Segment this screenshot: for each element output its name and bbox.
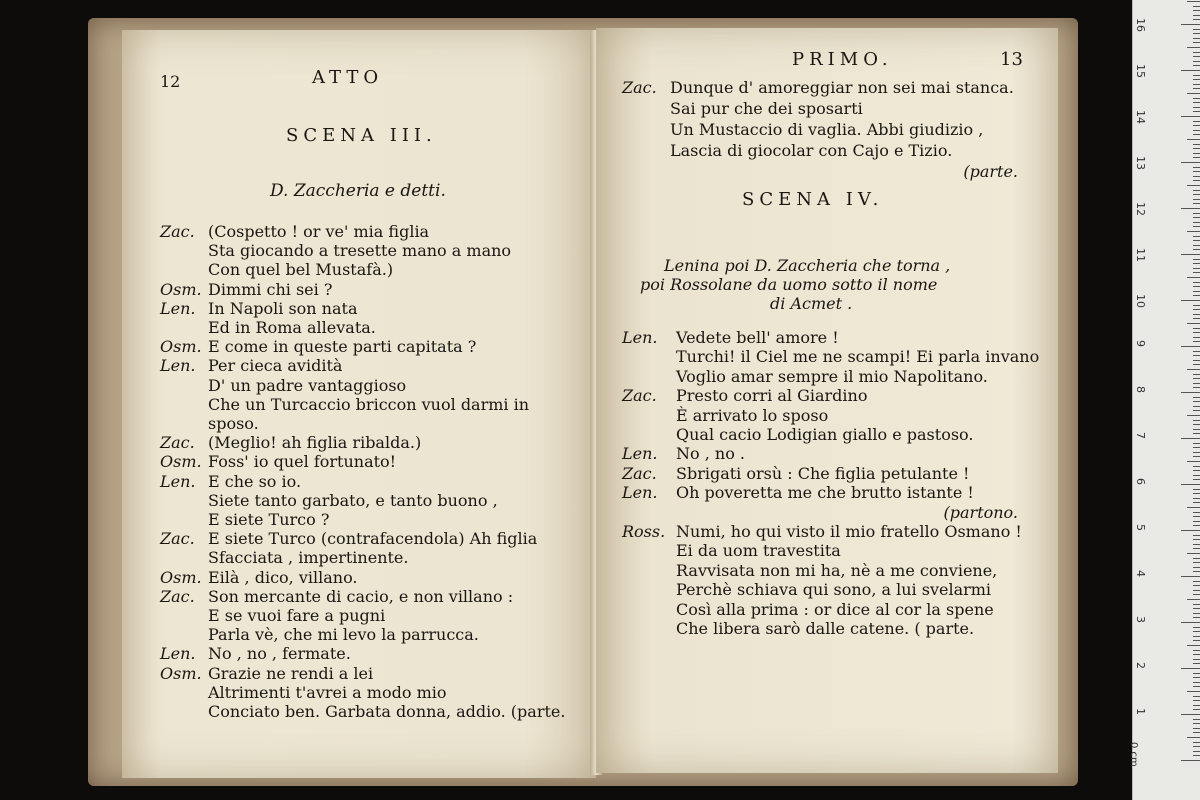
dialogue-line: D' un padre vantaggioso: [208, 375, 407, 395]
dialogue-line: Eilà , dico, villano.: [208, 567, 358, 587]
ruler-tick: [1193, 171, 1200, 172]
ruler-tick: [1193, 176, 1200, 177]
ruler-tick: [1193, 719, 1200, 720]
ruler-tick: [1181, 530, 1200, 531]
dialogue-line: Siete tanto garbato, e tanto buono ,: [208, 490, 498, 510]
ruler-number: 9: [1134, 340, 1147, 347]
dialogue-line: Ei da uom travestita: [676, 541, 841, 561]
ruler-tick: [1193, 751, 1200, 752]
ruler-tick: [1187, 139, 1200, 140]
ruler-tick: [1193, 732, 1200, 733]
ruler-tick: [1193, 581, 1200, 582]
ruler-tick: [1193, 144, 1200, 145]
ruler-number: 6: [1134, 478, 1147, 485]
ruler-tick: [1193, 75, 1200, 76]
ruler-tick: [1193, 677, 1200, 678]
ruler-tick: [1193, 479, 1200, 480]
ruler-tick: [1193, 406, 1200, 407]
ruler-number: 10: [1134, 294, 1147, 308]
ruler-tick: [1193, 194, 1200, 195]
ruler-tick: [1181, 254, 1200, 255]
ruler-tick: [1193, 203, 1200, 204]
ruler-tick: [1193, 627, 1200, 628]
ruler-tick: [1193, 88, 1200, 89]
ruler-tick: [1193, 328, 1200, 329]
ruler-tick: [1193, 107, 1200, 108]
ruler-tick: [1193, 700, 1200, 701]
ruler-tick: [1193, 199, 1200, 200]
scene-title: SCENA III.: [286, 125, 437, 146]
ruler-unit-label: 0 cm: [1128, 742, 1139, 767]
scene-characters-line-1: Lenina poi D. Zaccheria che torna ,: [664, 256, 951, 275]
ruler-tick: [1193, 337, 1200, 338]
ruler-tick: [1181, 484, 1200, 485]
ruler-tick: [1193, 673, 1200, 674]
speaker-label: Osm.: [160, 452, 202, 472]
ruler-tick: [1193, 383, 1200, 384]
dialogue-line: E come in queste parti capitata ?: [208, 337, 477, 357]
ruler-tick: [1187, 93, 1200, 94]
ruler-tick: [1193, 562, 1200, 563]
dialogue-line: (Meglio! ah figlia ribalda.): [208, 433, 422, 453]
ruler-tick: [1193, 452, 1200, 453]
ruler-tick: [1181, 24, 1200, 25]
dialogue-line: Oh poveretta me che brutto istante !: [676, 483, 974, 503]
dialogue-line: Foss' io quel fortunato!: [208, 452, 397, 472]
ruler-tick: [1181, 760, 1200, 761]
speaker-label: Osm.: [160, 337, 202, 357]
ruler-number: 14: [1134, 110, 1147, 124]
ruler-tick: [1193, 314, 1200, 315]
ruler-number: 13: [1134, 156, 1147, 170]
dialogue-line: In Napoli son nata: [208, 298, 358, 318]
ruler-tick: [1193, 222, 1200, 223]
ruler-tick: [1193, 130, 1200, 131]
ruler-number: 2: [1134, 662, 1147, 669]
ruler-tick: [1187, 277, 1200, 278]
dialogue-line: Dunque d' amoreggiar non sei mai stanca.: [670, 78, 1014, 97]
speaker-label: Zac.: [622, 463, 657, 483]
ruler-tick: [1193, 686, 1200, 687]
speaker-label: Osm.: [160, 663, 202, 683]
ruler-tick: [1193, 213, 1200, 214]
ruler-number: 4: [1134, 570, 1147, 577]
ruler-tick: [1193, 604, 1200, 605]
ruler-tick: [1193, 19, 1200, 20]
ruler-tick: [1187, 47, 1200, 48]
ruler-number: 15: [1134, 64, 1147, 78]
ruler-number: 5: [1134, 524, 1147, 531]
ruler-tick: [1193, 148, 1200, 149]
ruler-tick: [1187, 507, 1200, 508]
ruler-tick: [1187, 231, 1200, 232]
ruler-tick: [1193, 548, 1200, 549]
ruler-number: 8: [1134, 386, 1147, 393]
ruler-number: 16: [1134, 18, 1147, 32]
speaker-label: Zac.: [622, 386, 657, 406]
ruler-tick: [1193, 360, 1200, 361]
ruler-tick: [1187, 691, 1200, 692]
ruler-tick: [1193, 659, 1200, 660]
ruler-tick: [1193, 6, 1200, 7]
ruler-tick: [1193, 125, 1200, 126]
scene-characters-line-3: di Acmet .: [770, 294, 853, 313]
ruler-tick: [1193, 498, 1200, 499]
ruler-tick: [1193, 351, 1200, 352]
ruler-tick: [1187, 323, 1200, 324]
dialogue-line: (Cospetto ! or ve' mia figlia: [208, 222, 430, 241]
scene-characters: D. Zaccheria e detti.: [270, 181, 446, 201]
ruler-tick: [1193, 682, 1200, 683]
dialogue-line: Sai pur che dei sposarti: [670, 99, 863, 118]
ruler-tick: [1193, 245, 1200, 246]
dialogue-line: Che libera sarò dalle catene. ( parte.: [676, 619, 975, 638]
speaker-label: Zac.: [160, 529, 195, 549]
ruler-tick: [1193, 98, 1200, 99]
ruler-tick: [1187, 553, 1200, 554]
ruler-tick: [1193, 190, 1200, 191]
ruler-tick: [1193, 456, 1200, 457]
ruler-tick: [1193, 263, 1200, 264]
running-head: ATTO: [312, 67, 384, 88]
dialogue-line: Ed in Roma allevata.: [208, 318, 376, 337]
dialogue-line: Son mercante di cacio, e non villano :: [208, 586, 514, 606]
ruler-tick: [1193, 102, 1200, 103]
ruler-tick: [1193, 286, 1200, 287]
dialogue-line: Per cieca avidità: [208, 356, 343, 376]
ruler-tick: [1193, 640, 1200, 641]
ruler-tick: [1193, 167, 1200, 168]
ruler-tick: [1193, 516, 1200, 517]
ruler-tick: [1193, 590, 1200, 591]
ruler-tick: [1193, 226, 1200, 227]
ruler-tick: [1193, 608, 1200, 609]
ruler-tick: [1187, 369, 1200, 370]
ruler-tick: [1193, 249, 1200, 250]
scene-title: SCENA IV.: [742, 189, 884, 210]
dialogue-line: Ravvisata non mi ha, nè a me conviene,: [676, 560, 998, 580]
ruler-tick: [1193, 631, 1200, 632]
ruler-tick: [1181, 162, 1200, 163]
ruler-tick: [1193, 364, 1200, 365]
ruler-tick: [1193, 466, 1200, 467]
ruler-tick: [1193, 111, 1200, 112]
page-number: 12: [160, 72, 181, 91]
ruler-tick: [1193, 295, 1200, 296]
speaker-label: Zac.: [622, 78, 657, 97]
ruler-tick: [1181, 438, 1200, 439]
ruler-tick: [1187, 1, 1200, 2]
dialogue-line: Vedete bell' amore !: [676, 328, 839, 347]
dialogue-line: E che so io.: [208, 471, 302, 491]
speaker-label: Zac.: [160, 586, 195, 606]
dialogue-line: Lascia di giocolar con Cajo e Tizio.: [670, 141, 953, 160]
ruler-tick: [1193, 42, 1200, 43]
ruler-tick: [1193, 309, 1200, 310]
ruler-tick: [1193, 746, 1200, 747]
ruler-tick: [1193, 521, 1200, 522]
dialogue-line: Turchi! il Ciel me ne scampi! Ei parla invano: [676, 347, 1040, 367]
ruler-tick: [1193, 742, 1200, 743]
ruler-tick: [1193, 29, 1200, 30]
ruler-tick: [1193, 443, 1200, 444]
ruler-tick: [1193, 424, 1200, 425]
ruler-tick: [1193, 594, 1200, 595]
dialogue-line: Perchè schiava qui sono, a lui svelarmi: [676, 580, 992, 600]
running-head: PRIMO.: [792, 49, 893, 70]
ruler-tick: [1193, 470, 1200, 471]
ruler-tick: [1181, 208, 1200, 209]
ruler-tick: [1193, 38, 1200, 39]
ruler-tick: [1193, 355, 1200, 356]
ruler-number: 11: [1134, 248, 1147, 262]
speaker-label: Len.: [160, 644, 196, 664]
ruler-tick: [1193, 378, 1200, 379]
ruler-tick: [1187, 599, 1200, 600]
dialogue-line: Così alla prima : or dice al cor la spene: [676, 599, 994, 619]
ruler-tick: [1187, 461, 1200, 462]
dialogue-line: Sta giocando a tresette mano a mano: [208, 241, 512, 261]
ruler-tick: [1193, 654, 1200, 655]
ruler-tick: [1193, 33, 1200, 34]
ruler-tick: [1193, 723, 1200, 724]
speaker-label: Zac.: [160, 433, 195, 453]
speaker-label: Zac.: [160, 222, 195, 241]
ruler-number: 12: [1134, 202, 1147, 216]
ruler-tick: [1193, 56, 1200, 57]
page-number: 13: [1000, 49, 1023, 70]
dialogue-line: Dimmi chi sei ?: [208, 279, 333, 299]
ruler-tick: [1193, 433, 1200, 434]
ruler-tick: [1193, 374, 1200, 375]
ruler-tick: [1193, 401, 1200, 402]
dialogue-line: sposo.: [208, 414, 259, 433]
ruler-tick: [1187, 737, 1200, 738]
ruler-tick: [1181, 346, 1200, 347]
ruler-tick: [1193, 61, 1200, 62]
ruler-tick: [1193, 121, 1200, 122]
dialogue-line: Un Mustaccio di vaglia. Abbi giudizio ,: [670, 120, 984, 139]
ruler-tick: [1193, 134, 1200, 135]
measuring-ruler: [1128, 0, 1200, 800]
speaker-label: Len.: [160, 356, 196, 376]
ruler-tick: [1193, 332, 1200, 333]
scene-characters-line-2: poi Rossolane da uomo sotto il nome: [640, 275, 938, 294]
ruler-tick: [1193, 663, 1200, 664]
ruler-tick: [1187, 185, 1200, 186]
dialogue-line: Altrimenti t'avrei a modo mio: [208, 682, 447, 702]
ruler-tick: [1181, 300, 1200, 301]
ruler-tick: [1193, 650, 1200, 651]
ruler-tick: [1193, 305, 1200, 306]
ruler-tick: [1193, 447, 1200, 448]
left-page: [122, 30, 596, 778]
ruler-tick: [1193, 539, 1200, 540]
ruler-tick: [1193, 709, 1200, 710]
ruler-tick: [1193, 272, 1200, 273]
ruler-tick: [1193, 410, 1200, 411]
ruler-tick: [1193, 696, 1200, 697]
speaker-label: Osm.: [160, 567, 202, 587]
ruler-tick: [1193, 79, 1200, 80]
ruler-tick: [1193, 585, 1200, 586]
ruler-tick: [1193, 502, 1200, 503]
stage-direction: (parte.: [963, 162, 1018, 181]
ruler-tick: [1193, 613, 1200, 614]
dialogue-line: Numi, ho qui visto il mio fratello Osmano !: [676, 522, 1022, 541]
ruler-tick: [1193, 535, 1200, 536]
ruler-tick: [1193, 153, 1200, 154]
ruler-tick: [1193, 318, 1200, 319]
ruler-tick: [1193, 544, 1200, 545]
ruler-tick: [1193, 493, 1200, 494]
ruler-tick: [1193, 429, 1200, 430]
ruler-tick: [1181, 116, 1200, 117]
ruler-tick: [1193, 475, 1200, 476]
dialogue-line: Con quel bel Mustafà.): [208, 260, 394, 280]
dialogue-line: E siete Turco (contrafacendola) Ah figlia: [208, 529, 538, 549]
ruler-number: 7: [1134, 432, 1147, 439]
dialogue-line: Sfacciata , impertinente.: [208, 548, 409, 568]
dialogue-line: No , no .: [676, 444, 745, 464]
ruler-tick: [1181, 70, 1200, 71]
ruler-tick: [1193, 180, 1200, 181]
ruler-tick: [1193, 489, 1200, 490]
dialogue-line: Sbrigati orsù : Che figlia petulante !: [676, 463, 970, 483]
dialogue-line: Parla vè, che mi levo la parrucca.: [208, 625, 479, 645]
ruler-tick: [1193, 558, 1200, 559]
ruler-tick: [1193, 52, 1200, 53]
ruler-number: 1: [1134, 708, 1147, 715]
stage-direction: (partono.: [943, 502, 1018, 522]
ruler-tick: [1193, 84, 1200, 85]
dialogue-line: Voglio amar sempre il mio Napolitano.: [676, 366, 988, 386]
ruler-tick: [1193, 268, 1200, 269]
ruler-tick: [1193, 341, 1200, 342]
dialogue-line: Che un Turcaccio briccon vuol darmi in: [208, 394, 530, 414]
speaker-label: Len.: [622, 328, 658, 347]
dialogue-line: È arrivato lo sposo: [676, 405, 829, 425]
ruler-tick: [1193, 525, 1200, 526]
ruler-tick: [1181, 576, 1200, 577]
ruler-tick: [1193, 567, 1200, 568]
speaker-label: Ross.: [622, 522, 666, 541]
dialogue-line: E se vuoi fare a pugni: [208, 606, 386, 625]
dialogue-line: Qual cacio Lodigian giallo e pastoso.: [676, 425, 974, 444]
ruler-tick: [1193, 571, 1200, 572]
ruler-tick: [1181, 714, 1200, 715]
ruler-tick: [1193, 15, 1200, 16]
ruler-tick: [1193, 755, 1200, 756]
ruler-tick: [1187, 645, 1200, 646]
speaker-label: Len.: [622, 483, 658, 503]
ruler-tick: [1193, 217, 1200, 218]
ruler-tick: [1181, 668, 1200, 669]
ruler-tick: [1181, 392, 1200, 393]
ruler-tick: [1193, 617, 1200, 618]
ruler-tick: [1193, 240, 1200, 241]
speaker-label: Len.: [160, 298, 196, 318]
dialogue-line: Conciato ben. Garbata donna, addio. (parte.: [208, 702, 566, 721]
ruler-tick: [1193, 420, 1200, 421]
right-page: [596, 28, 1058, 773]
ruler-number: 3: [1134, 616, 1147, 623]
ruler-tick: [1193, 705, 1200, 706]
speaker-label: Len.: [622, 444, 658, 464]
ruler-tick: [1193, 397, 1200, 398]
dialogue-line: E siete Turco ?: [208, 510, 330, 529]
dialogue-line: Grazie ne rendi a lei: [208, 663, 374, 683]
dialogue-line: No , no , fermate.: [208, 644, 351, 664]
speaker-label: Len.: [160, 471, 196, 491]
ruler-tick: [1193, 236, 1200, 237]
ruler-tick: [1193, 282, 1200, 283]
ruler-tick: [1193, 10, 1200, 11]
ruler-tick: [1193, 636, 1200, 637]
ruler-tick: [1193, 291, 1200, 292]
ruler-tick: [1193, 65, 1200, 66]
ruler-tick: [1181, 622, 1200, 623]
ruler-tick: [1193, 259, 1200, 260]
dialogue-line: Presto corri al Giardino: [676, 386, 868, 406]
speaker-label: Osm.: [160, 279, 202, 299]
ruler-tick: [1193, 157, 1200, 158]
ruler-tick: [1193, 728, 1200, 729]
ruler-tick: [1193, 387, 1200, 388]
ruler-tick: [1193, 512, 1200, 513]
ruler-tick: [1187, 415, 1200, 416]
